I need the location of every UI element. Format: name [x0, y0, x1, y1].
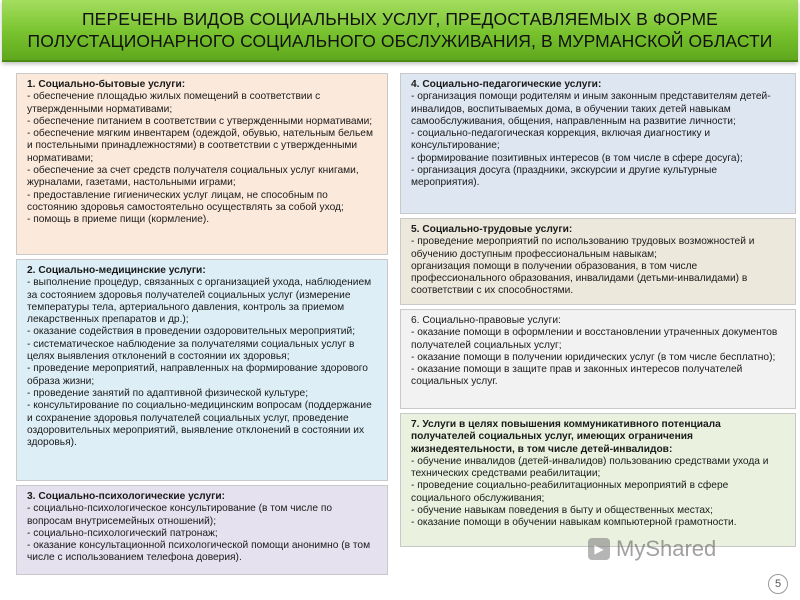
- section-heading: 5. Социально-трудовые услуги:: [411, 224, 573, 235]
- section-heading: 2. Социально-медицинские услуги:: [27, 265, 206, 276]
- section-communicative: [400, 413, 796, 547]
- section-social-household: [16, 73, 388, 255]
- section-social-medical: [16, 259, 388, 481]
- section-body: - проведение мероприятий по использованию трудовых возможностей и обучению доступным профессиональным навыкам; организация помощи в получении образования, в том числе профессионального образования, инвалидами (детьми-инвалидами) в соответствии с их способностями.: [411, 236, 755, 297]
- section-body: - социально-психологическое консультирование (в том числе по вопросам внутрисемейных отношений); - социально-психологический патронаж; - оказание консультационной психологической помощи анонимно (в том числе с использованием телефона доверия).: [27, 503, 371, 564]
- section-body: - обучение инвалидов (детей-инвалидов) пользованию средствами ухода и технических средствами реабилитации; - проведение социально-реабилитационных мероприятий в сфере социального обслуживания; - обучение навыкам поведения в быту и общественных местах; - оказание помощи в обучении навыкам компьютерной грамотности.: [411, 455, 769, 529]
- section-social-psychological: [16, 485, 388, 575]
- watermark: [588, 536, 716, 562]
- section-heading: 6. Социально-правовые услуги:: [411, 315, 561, 326]
- watermark-text: MyShared: [616, 536, 717, 561]
- slide-title: ПЕРЕЧЕНЬ ВИДОВ СОЦИАЛЬНЫХ УСЛУГ, ПРЕДОСТАВЛЯЕМЫХ В ФОРМЕ ПОЛУСТАЦИОНАРНОГО СОЦИАЛЬНОГО ОБСЛУЖИВАНИЯ, В МУРМАНСКОЙ ОБЛАСТИ: [27, 9, 773, 51]
- section-body: - выполнение процедур, связанных с организацией ухода, наблюдением за состоянием здоровья получателей социальных услуг (измерение температуры тела, артериального давления, контроль за приемом лекарственных препаратов и др.); - оказание содействия в проведении оздоровительных мероприятий; - систематическое наблюдение за получателями социальных услуг в целях выявления отклонений в состоянии их здоровья; - проведение мероприятий, направленных на формирование здорового образа жизни; - проведение занятий по адаптивной физической культуре; - консультирование по социально-медицинским вопросам (поддержание и сохранение здоровья получателей социальных услуг, проведение оздоровительных мероприятий, выявление отклонений в состоянии их здоровья).: [27, 277, 372, 449]
- section-body: - организация помощи родителям и иным законным представителям детей-инвалидов, воспитываемых дома, в обучении таких детей навыкам самообслуживания, общения, направленным на развитие личности; - социально-педагогическая коррекция, включая диагностику и консультирование; - формирование позитивных интересов (в том числе в сфере досуга); - организация досуга (праздники, экскурсии и другие культурные мероприятия).: [411, 91, 771, 189]
- page-number: 5: [768, 574, 788, 594]
- watermark-logo-icon: ▶: [588, 538, 610, 560]
- section-body: - оказание помощи в оформлении и восстановлении утраченных документов получателей социальных услуг; - оказание помощи в получении юридических услуг (в том числе бесплатно); - оказание помощи в защите прав и законных интересов получателей социальных услуг.: [411, 327, 778, 388]
- section-social-labor: [400, 218, 796, 305]
- section-social-legal: [400, 309, 796, 409]
- section-social-pedagogical: [400, 73, 796, 214]
- section-body: - обеспечение площадью жилых помещений в соответствии с утвержденными нормативами; - обеспечение питанием в соответствии с утвержденными нормативами; - обеспечение мягким инвентарем (одеждой, обувью, нательным бельем и постельными принадлежностями) в соответствии с утвержденными нормативами; - обеспечение за счет средств получателя социальных услуг книгами, журналами, газетами, настольными играми; - предоставление гигиенических услуг лицам, не способным по состоянию здоровья самостоятельно осуществлять за собой уход; - помощь в приеме пищи (кормление).: [27, 91, 373, 226]
- slide-title-bar: [2, 0, 798, 62]
- section-heading: 7. Услуги в целях повышения коммуникативного потенциала получателей социальных услуг, имеющих ограничения жизнедеятельности, в том числе детей-инвалидов:: [411, 419, 721, 455]
- section-heading: 1. Социально-бытовые услуги:: [27, 79, 186, 90]
- section-heading: 4. Социально-педагогические услуги:: [411, 79, 602, 90]
- section-heading: 3. Социально-психологические услуги:: [27, 491, 226, 502]
